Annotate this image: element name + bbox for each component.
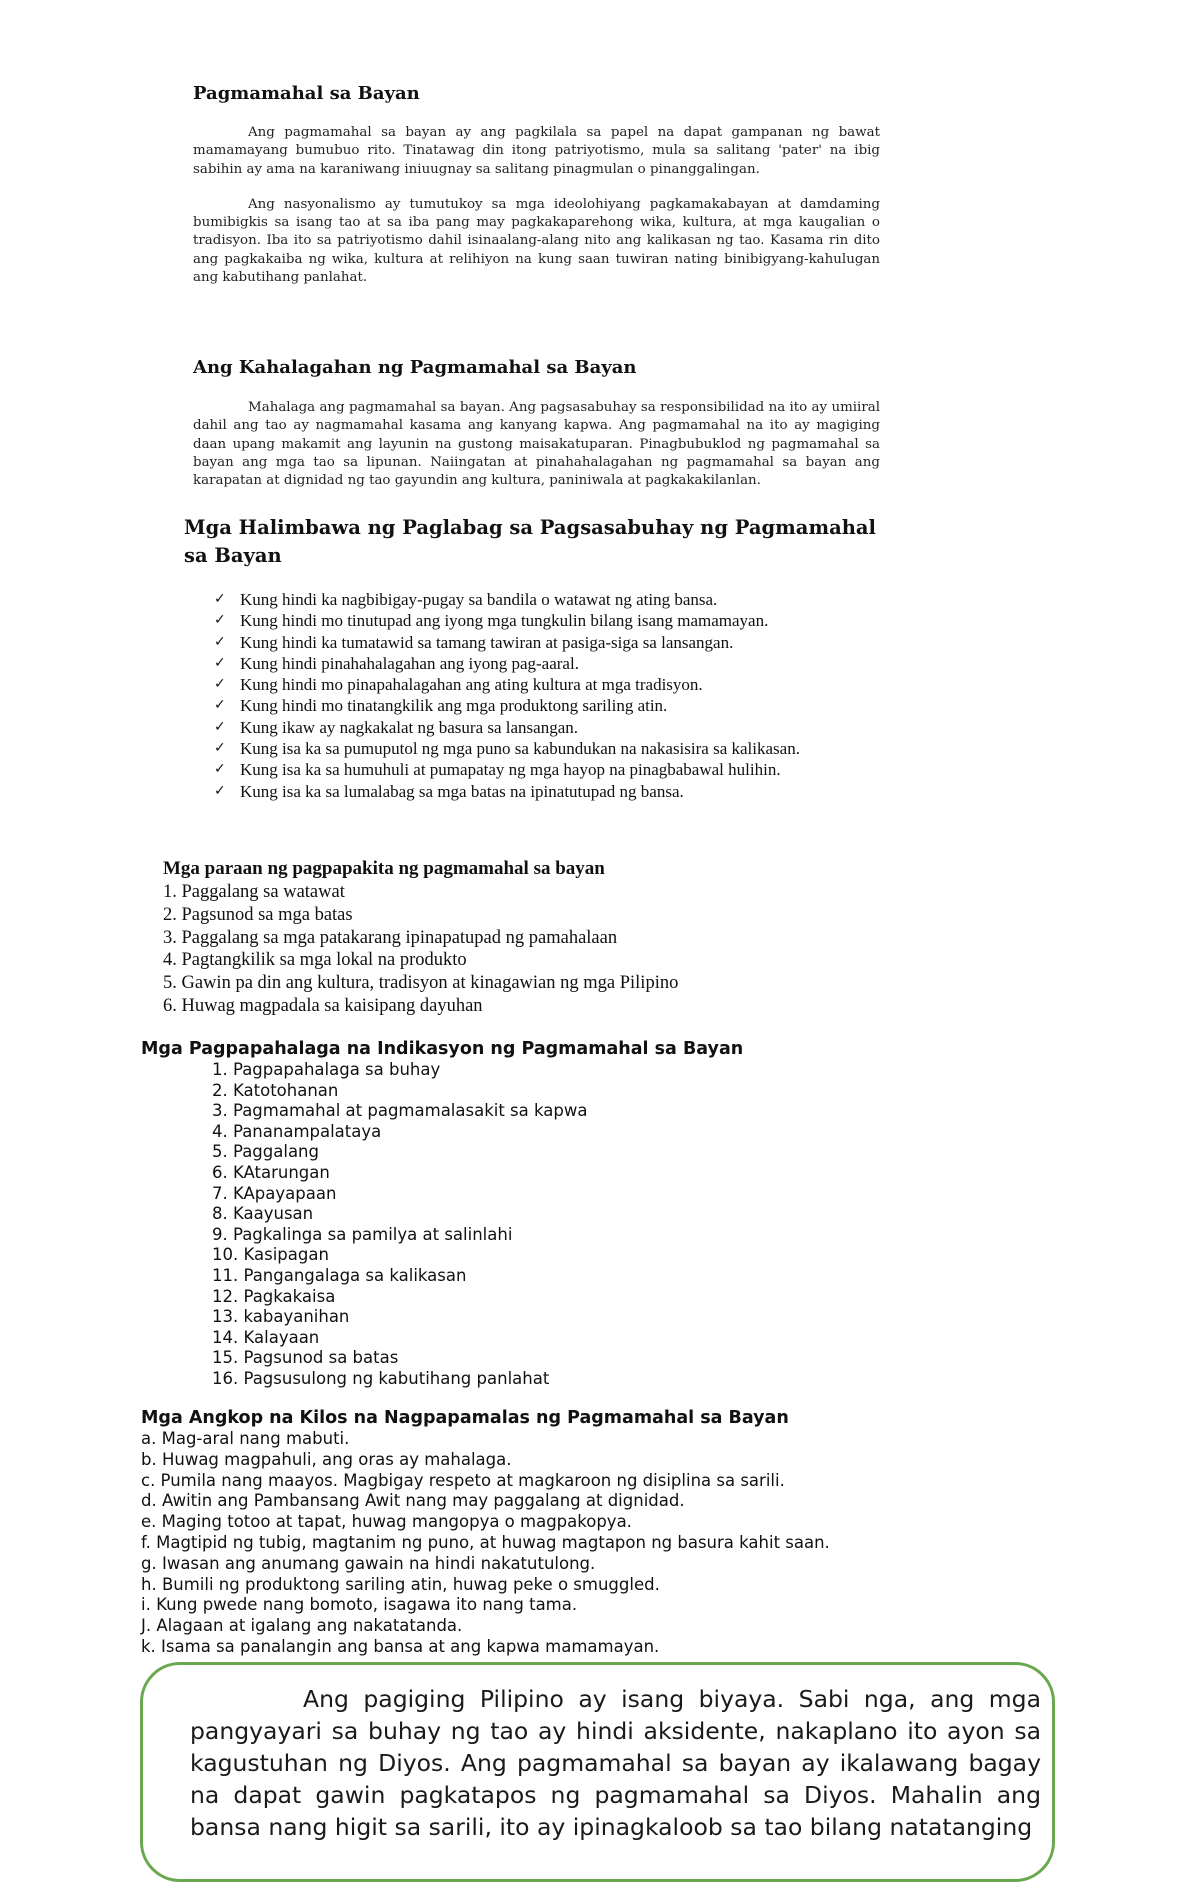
check-icon: ✓ [214, 612, 226, 629]
list-item: 3. Pagmamahal at pagmamalasakit sa kapwa [212, 1101, 588, 1121]
list-item: f. Magtipid ng tubig, magtanim ng puno, at huwag magtapon ng basura kahit saan. [141, 1532, 830, 1552]
list-item: 5. Gawin pa din ang kultura, tradisyon at kinagawian ng mga Pilipino [163, 973, 679, 994]
section-title: Mga Halimbawa ng Paglabag sa Pagsasabuhay ng Pagmamahal sa Bayan [184, 516, 876, 567]
section-pagpapahalaga [141, 1038, 941, 1390]
lettered-list [141, 1429, 1041, 1658]
list-item: 5. Paggalang [212, 1142, 319, 1162]
list-item: 1. Paggalang sa watawat [163, 882, 345, 902]
section-title: Mga Pagpapahalaga na Indikasyon ng Pagmamahal sa Bayan [141, 1039, 744, 1059]
list-item: k. Isama sa panalangin ang bansa at ang kapwa mamamayan. [141, 1636, 660, 1656]
list-item: 6. KAtarungan [212, 1162, 330, 1182]
list-item: 9. Pagkalinga sa pamilya at salinlahi [212, 1224, 513, 1244]
list-item: a. Mag-aral nang mabuti. [141, 1429, 350, 1448]
check-icon: ✓ [214, 782, 226, 799]
paragraph: Ang pagmamahal sa bayan ay ang pagkilala sa papel na dapat gampanan ng bawat mamamayang bumubuo rito. Tinatawag din itong patriyotismo, mula sa salitang 'pater' na ibig sabihin ay ama na karaniwang iniuugnay sa salitang pinagmulan o pinanggalingan. [193, 125, 880, 177]
list-item: 3. Paggalang sa mga patakarang ipinapatupad ng pamahalaan [163, 927, 618, 948]
check-icon: ✓ [214, 591, 226, 607]
section-paraan [163, 857, 863, 1018]
list-item: 15. Pagsunod sa batas [212, 1348, 399, 1368]
section-title: Mga paraan ng pagpapakita ng pagmamahal sa bayan [163, 858, 605, 879]
check-icon: ✓ [214, 676, 226, 693]
section-title: Ang Kahalagahan ng Pagmamahal sa Bayan [193, 357, 637, 378]
list-item: 16. Pagsusulong ng kabutihang panlahat [212, 1368, 550, 1388]
list-item: 4. Pagtangkilik sa mga lokal na produkto [163, 950, 467, 971]
check-icon: ✓ [214, 654, 226, 671]
section-halimbawa-paglabag [184, 514, 884, 802]
quote-text: Ang pagiging Pilipino ay isang biyaya. Sabi nga, ang mga pangyayari sa buhay ng tao ay hindi aksidente, nakaplano ito ayon sa kagustuhan ng Diyos. Ang pagmamahal sa bayan ay ikalawang bagay na dapat gawin pagkatapos ng pagmamahal sa Diyos. Mahalin ang bansa nang higit sa sarili, ito ay ipinagkaloob sa tao bilang natatanging [190, 1685, 1041, 1841]
numbered-list [163, 881, 863, 1018]
list-item: ✓ Kung isa ka sa pumuputol ng mga puno sa kabundukan na nakasisira sa kalikasan. [214, 739, 800, 759]
numbered-list [141, 1060, 941, 1390]
list-item: ✓ Kung hindi mo tinutupad ang iyong mga tungkulin bilang isang mamamayan. [214, 611, 769, 631]
check-icon: ✓ [214, 761, 226, 778]
list-item: ✓ Kung hindi mo pinapahalagahan ang ating kultura at mga tradisyon. [214, 675, 703, 695]
list-item: ✓ Kung isa ka sa lumalabag sa mga batas na ipinatutupad ng bansa. [214, 781, 684, 801]
list-item: 14. Kalayaan [212, 1327, 320, 1347]
paragraph: Ang nasyonalismo ay tumutukoy sa mga ideolohiyang pagkamakabayan at damdaming bumibigkis sa isang tao at sa iba pang may pagkakaparehong wika, kultura, at mga kaugalian o tradisyon. Iba ito sa patriyotismo dahil isinaalang-alang nito ang kalikasan ng tao. Kasama rin dito ang pagkakaiba ng wika, kultura at relihiyon na kung saan tuwiran nating binibigyang-kahulugan ang kabutihang panlahat. [193, 196, 880, 286]
list-item: g. Iwasan ang anumang gawain na hindi nakatutulong. [141, 1553, 596, 1573]
list-item: b. Huwag magpahuli, ang oras ay mahalaga. [141, 1449, 512, 1469]
paragraph: Mahalaga ang pagmamahal sa bayan. Ang pagsasabuhay sa responsibilidad na ito ay umiiral dahil ang tao ay nagmamahal kasama ang kanyang kapwa. Ang pagmamahal na ito ay magiging daan upang makamit ang layunin na gustong maisakatuparan. Pinagbubuklod ng pagmamahal sa bayan ang mga tao sa lipunan. Naiingatan at pinahahalagahan ng pagmamahal sa bayan ang karapatan at dignidad ng tao gayundin ang kultura, paniniwala at pagkakakilanlan. [193, 400, 880, 489]
list-item: d. Awitin ang Pambansang Awit nang may paggalang at dignidad. [141, 1491, 685, 1511]
list-item: 12. Pagkakaisa [212, 1286, 336, 1306]
list-item: 13. kabayanihan [212, 1307, 350, 1327]
list-item: ✓ Kung isa ka sa humuhuli at pumapatay ng mga hayop na pinagbabawal hulihin. [214, 760, 781, 780]
list-item: ✓ Kung hindi ka nagbibigay-pugay sa bandila o watawat ng ating bansa. [214, 590, 718, 609]
list-item: h. Bumili ng produktong sariling atin, huwag peke o smuggled. [141, 1574, 660, 1594]
check-icon: ✓ [214, 740, 226, 757]
check-list [184, 589, 884, 802]
list-item: 11. Pangangalaga sa kalikasan [212, 1265, 467, 1285]
list-item: 8. Kaayusan [212, 1204, 314, 1224]
list-item: 6. Huwag magpadala sa kaisipang dayuhan [163, 995, 483, 1016]
section-title: Mga Angkop na Kilos na Nagpapamalas ng Pagmamahal sa Bayan [141, 1408, 789, 1428]
list-item: ✓ Kung hindi ka tumatawid sa tamang tawiran at pasiga-siga sa lansangan. [214, 632, 734, 652]
list-item: i. Kung pwede nang bomoto, isagawa ito nang tama. [141, 1595, 578, 1615]
list-item: 2. Katotohanan [212, 1080, 339, 1100]
section-angkop-na-kilos [141, 1408, 1041, 1658]
check-icon: ✓ [214, 718, 226, 735]
list-item: e. Maging totoo at tapat, huwag mangopya o magpakopya. [141, 1512, 632, 1532]
list-item: ✓ Kung hindi mo tinatangkilik ang mga produktong sariling atin. [214, 696, 668, 716]
list-item: 10. Kasipagan [212, 1245, 329, 1265]
list-item: ✓ Kung hindi pinahahalagahan ang iyong pag-aaral. [214, 653, 579, 673]
section-title: Pagmamahal sa Bayan [193, 83, 420, 104]
list-item: 1. Pagpapahalaga sa buhay [212, 1060, 441, 1079]
check-icon: ✓ [214, 697, 226, 714]
check-icon: ✓ [214, 633, 226, 650]
list-item: J. Alagaan at igalang ang nakatatanda. [141, 1616, 463, 1636]
section-kahalagahan [193, 357, 880, 490]
list-item: 4. Pananampalataya [212, 1121, 382, 1141]
list-item: 7. KApayapaan [212, 1183, 337, 1203]
section-pagmamahal-sa-bayan [193, 83, 880, 304]
list-item: c. Pumila nang maayos. Magbigay respeto at magkaroon ng disiplina sa sarili. [141, 1470, 785, 1490]
list-item: 2. Pagsunod sa mga batas [163, 904, 353, 925]
list-item: ✓ Kung ikaw ay nagkakalat ng basura sa lansangan. [214, 717, 578, 737]
